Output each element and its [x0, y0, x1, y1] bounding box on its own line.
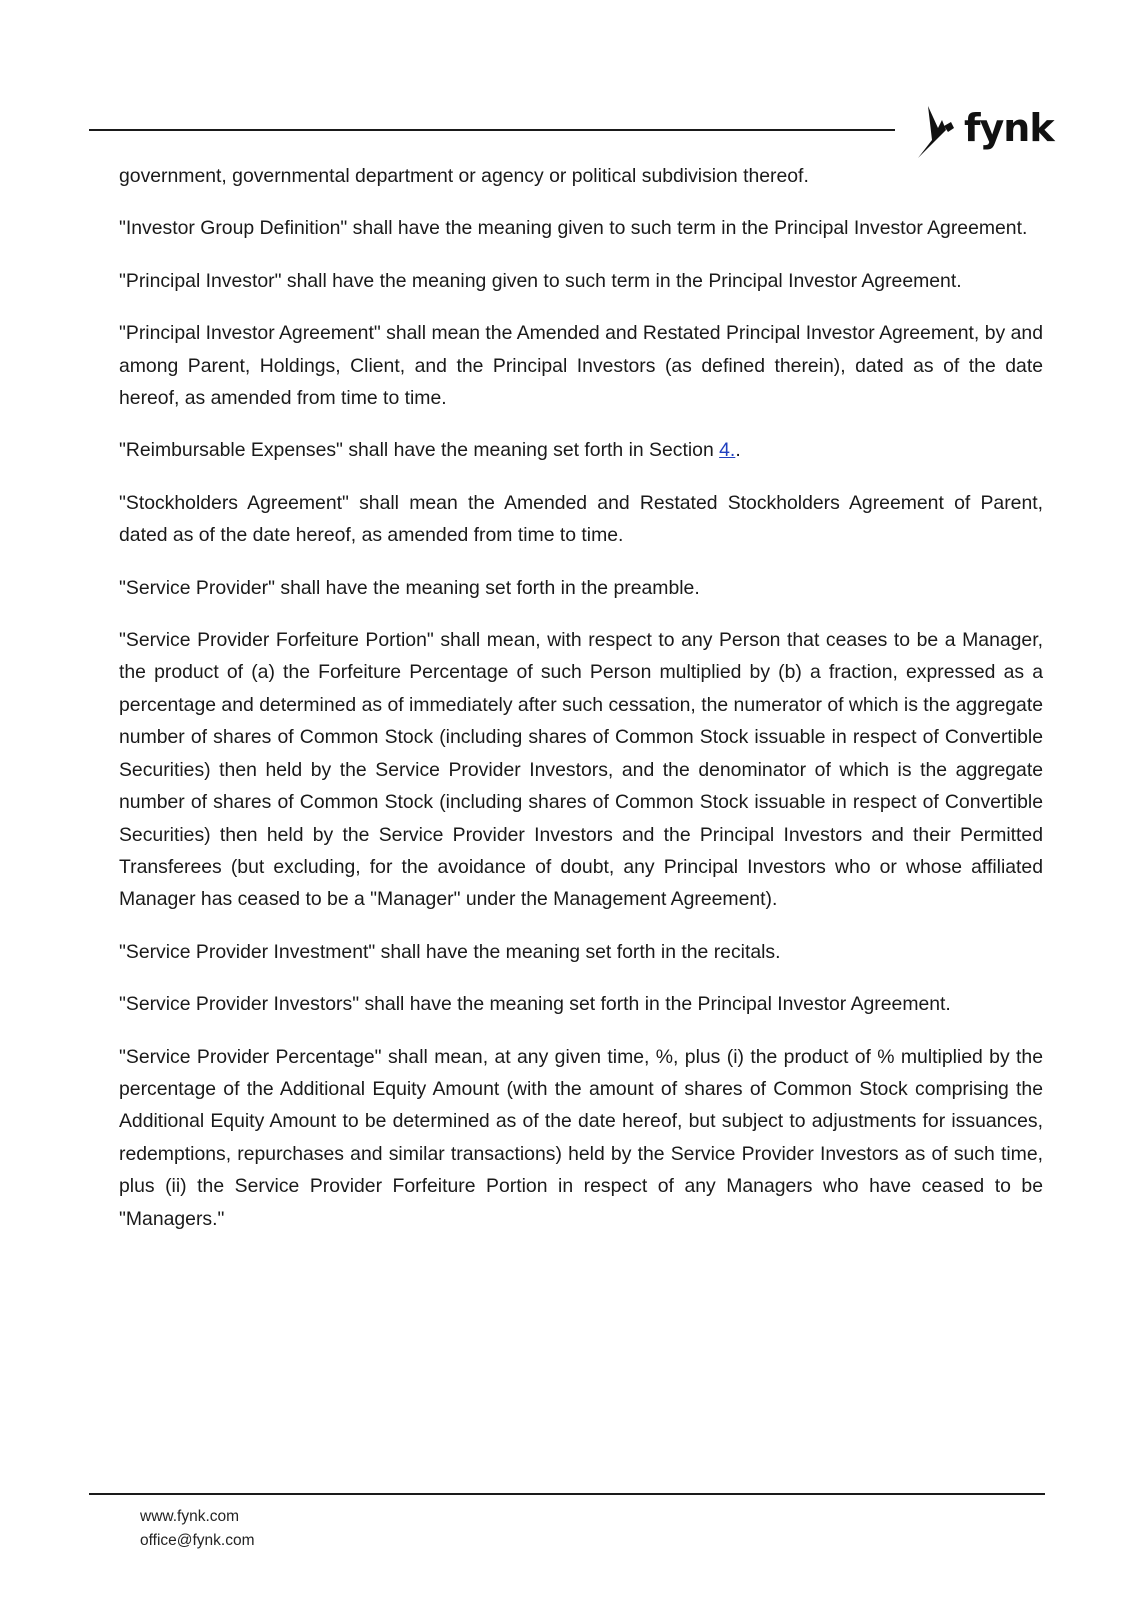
definition-service-provider-investment: "Service Provider Investment" shall have the meaning set forth in the recitals. [119, 940, 781, 963]
definition-reimbursable-expenses [119, 434, 1043, 466]
definition-stockholders-agreement: "Stockholders Agreement" shall mean the Amended and Restated Stockholders Agreement of Parent, dated as of the date hereof, as amended from time to time. [119, 491, 1043, 547]
definition-reimbursable-expenses-text: "Reimbursable Expenses" shall have the meaning set forth in Section [119, 439, 720, 462]
definition-reimbursable-expenses-end: . [735, 439, 741, 462]
definition-service-provider: "Service Provider" shall have the meaning set forth in the preamble. [119, 576, 700, 599]
footer-website[interactable]: www.fynk.com [140, 1508, 240, 1525]
definition-investor-group-definition: "Investor Group Definition" shall have the meaning given to such term in the Principal Investor Agreement. [119, 217, 1028, 240]
definition-principal-investor-agreement: "Principal Investor Agreement" shall mean the Amended and Restated Principal Investor Agreement, by and among Parent, Holdings, Client, and the Principal Investors (as defined therein), dated as of the date hereof, as amended from time to time. [119, 322, 1043, 410]
footer [140, 1505, 255, 1553]
document-body [119, 160, 1043, 1255]
bird-logo-icon [918, 106, 960, 158]
section-4-link[interactable]: 4. [719, 439, 736, 462]
definition-principal-investor: "Principal Investor" shall have the meaning given to such term in the Principal Investor Agreement. [119, 269, 962, 292]
definition-service-provider-forfeiture-portion: "Service Provider Forfeiture Portion" shall mean, with respect to any Person that ceases to be a Manager, the product of (a) the Forfeiture Percentage of such Person multiplied by (b) a fraction, expressed as a percentage and determined as of immediately after such cessation, the numerator of which is the aggregate number of shares of Common Stock (including shares of Common Stock issuable in respect of Convertible Securities) then held by the Service Provider Investors, and the denominator of which is the aggregate number of shares of Common Stock (including shares of Common Stock issuable in respect of Convertible Securities) then held by the Service Provider Investors and the Principal Investors and their Permitted Transferees (but excluding, for the avoidance of doubt, any Principal Investors who or whose affiliated Manager has ceased to be a "Manager" under the Management Agreement). [119, 629, 1043, 911]
fynk-logo [918, 104, 1054, 160]
paragraph-government: government, governmental department or agency or political subdivision thereof. [119, 165, 809, 187]
header-rule [89, 129, 895, 131]
footer-email[interactable]: office@fynk.com [140, 1532, 255, 1549]
definition-service-provider-percentage: "Service Provider Percentage" shall mean, at any given time, %, plus (i) the product of % multiplied by the percentage of the Additional Equity Amount (with the amount of shares of Common Stock comprising the Additional Equity Amount to be determined as of the date hereof, but subject to adjustments for issuances, redemptions, repurchases and similar transactions) held by the Service Provider Investors as of such time, plus (ii) the Service Provider Forfeiture Portion in respect of any Managers who have ceased to be "Managers." [119, 1045, 1043, 1230]
footer-rule [89, 1493, 1045, 1495]
logo-text: fynk [964, 106, 1054, 150]
definition-service-provider-investors: "Service Provider Investors" shall have the meaning set forth in the Principal Investor Agreement. [119, 993, 951, 1016]
